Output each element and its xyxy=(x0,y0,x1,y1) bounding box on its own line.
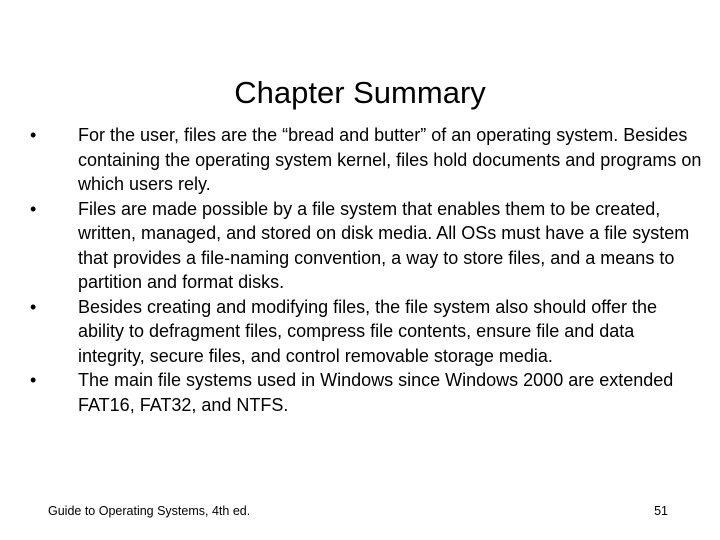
bullet-item xyxy=(30,197,702,295)
bullet-icon: • xyxy=(30,125,37,145)
bullet-list xyxy=(30,123,702,417)
bullet-item xyxy=(30,123,702,197)
bullet-text: Files are made possible by a file system that enables them to be created, written, managed, and stored on disk media. All OSs must have a file system that provides a file-naming convention, a way to store files, and a means to partition and format disks. xyxy=(78,198,690,292)
slide-title: Chapter Summary xyxy=(234,74,486,110)
bullet-icon: • xyxy=(30,370,37,390)
bullet-item xyxy=(30,368,702,417)
bullet-text: Besides creating and modifying files, the file system also should offer the ability to defragment files, compress file contents, ensure file and data integrity, secure files, and control removable storage media. xyxy=(78,296,657,366)
bullet-icon: • xyxy=(30,198,37,219)
footer-page-number: 51 xyxy=(654,504,668,518)
bullet-icon: • xyxy=(30,296,37,317)
bullet-text: The main file systems used in Windows since Windows 2000 are extended FAT16, FAT32, and NTFS. xyxy=(78,370,674,415)
bullet-item xyxy=(30,295,702,369)
bullet-text: For the user, files are the “bread and butter” of an operating system. Besides containing the operating system kernel, files hold documents and programs on which users rely. xyxy=(78,125,702,194)
footer-book-title: Guide to Operating Systems, 4th ed. xyxy=(48,504,251,518)
